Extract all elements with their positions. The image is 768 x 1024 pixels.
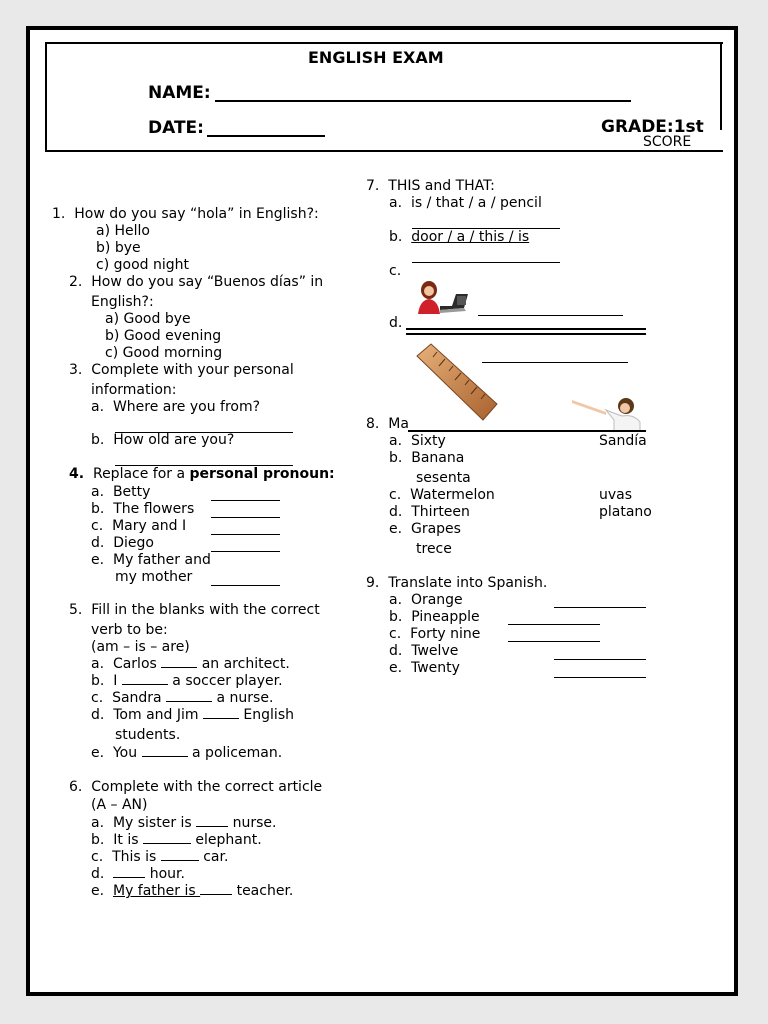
item: e. Twenty — [389, 660, 460, 676]
item: d. Diego — [91, 535, 154, 551]
blank[interactable] — [196, 826, 228, 827]
item: c. Forty nine — [389, 626, 481, 642]
answer-line[interactable] — [554, 607, 646, 608]
answer-line[interactable] — [406, 333, 646, 335]
blank[interactable] — [203, 718, 239, 719]
item: a. is / that / a / pencil — [389, 195, 542, 211]
blank[interactable] — [113, 877, 145, 878]
blank[interactable] — [143, 843, 191, 844]
option: c) Good morning — [105, 345, 223, 361]
item-letter: c. — [389, 263, 402, 279]
item: b. Banana — [389, 450, 465, 466]
item: e. Grapes — [389, 521, 461, 537]
question-1 — [52, 206, 319, 222]
header-box-right-edge — [720, 42, 722, 130]
girl-pointing-image — [570, 392, 646, 432]
item: b. Pineapple — [389, 609, 480, 625]
question-5-line3: (am – is – are) — [91, 639, 190, 655]
match-option: Sandía — [599, 433, 647, 449]
blank[interactable] — [122, 684, 168, 685]
match-option: platano — [599, 504, 652, 520]
answer-line[interactable] — [554, 659, 646, 660]
item: d. hour. — [91, 866, 185, 882]
item: a. Betty — [91, 484, 151, 500]
question-2: 2. How do you say “Buenos días” in — [69, 274, 324, 290]
blank[interactable] — [166, 701, 212, 702]
answer-line[interactable] — [508, 641, 600, 642]
option: b) Good evening — [105, 328, 222, 344]
item: a. My sister is nurse. — [91, 815, 277, 831]
item: d. Twelve — [389, 643, 459, 659]
item: b. How old are you? — [91, 432, 235, 448]
item: a. Sixty — [389, 433, 446, 449]
item: c. Watermelon — [389, 487, 495, 503]
item: c. Mary and I — [91, 518, 187, 534]
answer-line[interactable] — [211, 534, 280, 535]
blank[interactable] — [142, 756, 188, 757]
item: a. Carlos an architect. — [91, 656, 290, 672]
answer-line[interactable] — [211, 551, 280, 552]
name-label: NAME: — [148, 83, 211, 103]
item: c. This is car. — [91, 849, 229, 865]
girl-laptop-image — [412, 280, 472, 318]
question-9: 9. Translate into Spanish. — [366, 575, 548, 591]
option: a) Good bye — [105, 311, 191, 327]
option: a) Hello — [96, 223, 150, 239]
match-option: uvas — [599, 487, 633, 503]
answer-line[interactable] — [508, 624, 600, 625]
item: d. Thirteen — [389, 504, 470, 520]
answer-line[interactable] — [211, 517, 280, 518]
header-box-bottom-edge — [45, 150, 612, 152]
item: d. Tom and Jim English — [91, 707, 294, 723]
question-3: 3. Complete with your personal — [69, 362, 294, 378]
answer-line[interactable] — [554, 677, 646, 678]
item: e. My father and — [91, 552, 211, 568]
item: a. Orange — [389, 592, 463, 608]
question-4: 4. Replace for a personal pronoun: — [69, 466, 335, 482]
date-label: DATE: — [148, 118, 204, 138]
option: b) bye — [96, 240, 141, 256]
item: b. It is elephant. — [91, 832, 262, 848]
answer-line[interactable] — [412, 262, 560, 263]
question-8: 8. Ma — [366, 416, 409, 432]
answer-line[interactable] — [211, 500, 280, 501]
question-3-line2: information: — [91, 382, 177, 398]
item: a. Where are you from? — [91, 399, 261, 415]
blank[interactable] — [161, 860, 199, 861]
question-5: 5. Fill in the blanks with the correct — [69, 602, 320, 618]
question-2-line2: English?: — [91, 294, 154, 310]
item-letter: d. — [389, 315, 403, 331]
name-field[interactable] — [215, 100, 631, 102]
item: c. Sandra a nurse. — [91, 690, 274, 706]
question-7: 7. THIS and THAT: — [366, 178, 495, 194]
answer-line[interactable] — [406, 328, 646, 330]
date-field[interactable] — [207, 135, 325, 137]
item: e. My father is teacher. — [91, 883, 294, 899]
question-5-line2: verb to be: — [91, 622, 168, 638]
exam-title: ENGLISH EXAM — [308, 48, 444, 67]
blank[interactable] — [161, 667, 197, 668]
question-text: How do you say “hola” in English?: — [74, 206, 319, 222]
blank[interactable] — [200, 894, 232, 895]
match-option: sesenta — [416, 470, 471, 486]
option: c) good night — [96, 257, 189, 273]
item: e. You a policeman. — [91, 745, 283, 761]
item: b. door / a / this / is — [389, 229, 530, 245]
item: b. The flowers — [91, 501, 195, 517]
answer-line[interactable] — [211, 585, 280, 586]
answer-line[interactable] — [408, 430, 646, 432]
question-6-line2: (A – AN) — [91, 797, 148, 813]
ruler-image — [415, 342, 499, 424]
question-number: 1. — [52, 206, 66, 222]
item: b. I a soccer player. — [91, 673, 283, 689]
grade-label: GRADE:1st — [601, 117, 704, 132]
answer-line[interactable] — [482, 362, 628, 363]
match-option: trece — [416, 541, 452, 557]
score-label: SCORE — [643, 134, 692, 150]
answer-line[interactable] — [478, 315, 623, 316]
item-continuation: students. — [115, 727, 181, 743]
item-continuation: my mother — [115, 569, 193, 585]
question-6: 6. Complete with the correct article — [69, 779, 323, 795]
